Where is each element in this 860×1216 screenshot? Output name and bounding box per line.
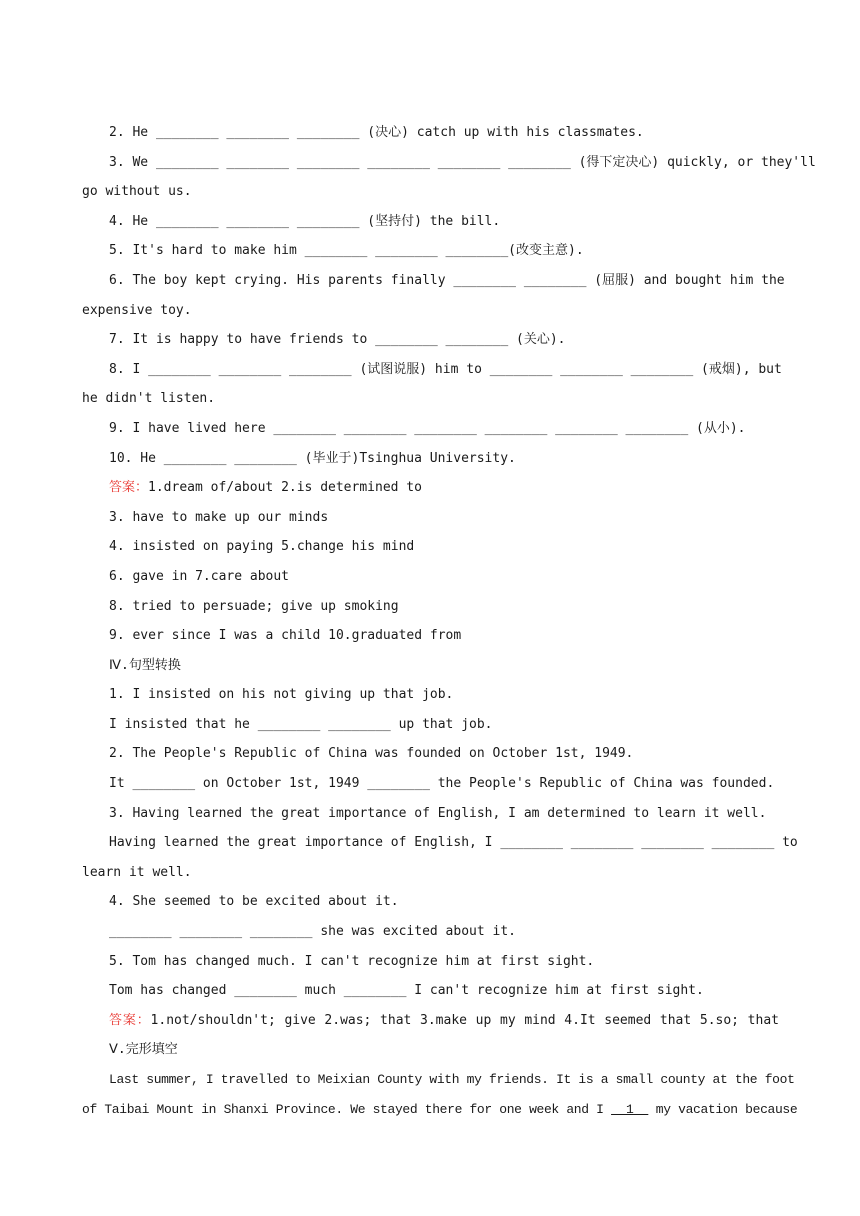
passage-line (82, 1095, 798, 1125)
passage-text: my vacation because (655, 1101, 798, 1117)
exercise-line: 5. Tom has changed much. I can't recognize him at first sight. (109, 953, 595, 969)
answer-line: 3. have to make up our minds (109, 509, 329, 525)
exercise-line: he didn't listen. (82, 391, 216, 407)
answer-line: 6. gave in 7.care about (109, 568, 290, 584)
answer-label: 答案： (109, 1012, 151, 1028)
exercise-line: 10. He ________ ________ (毕业于)Tsinghua University. (109, 450, 516, 466)
exercise-line: 3. We ________ ________ ________ ________ ________ ________ (得下定决心) quickly, or they'll (109, 154, 816, 170)
exercise-line: 1. I insisted on his not giving up that job. (109, 687, 454, 703)
answer-line: 4. insisted on paying 5.change his mind (109, 539, 415, 555)
exercise-line: 3. Having learned the great importance of English, I am determined to learn it well. (109, 805, 767, 821)
exercise-line: learn it well. (82, 864, 192, 880)
answer-text: 1.dream of/about 2.is determined to (148, 480, 422, 496)
exercise-line: I insisted that he ________ ________ up that job. (109, 716, 493, 732)
exercise-line: ________ ________ ________ she was excited about it. (109, 924, 516, 940)
answer-line (82, 1006, 779, 1036)
exercise-line: go without us. (82, 184, 192, 200)
exercise-line: 6. The boy kept crying. His parents finally ________ ________ (屈服) and bought him the (109, 272, 785, 288)
answer-text: 1.not/shouldn't; give 2.was; that 3.make up my mind 4.It seemed that 5.so; that (150, 1012, 779, 1028)
exercise-line: 5. It's hard to make him ________ ________ ________(改变主意). (109, 243, 584, 259)
cloze-blank: 1 (611, 1101, 649, 1117)
passage-line: Last summer, I travelled to Meixian County with my friends. It is a small county at the foot (109, 1072, 795, 1087)
exercise-line: It ________ on October 1st, 1949 ________ the People's Republic of China was founded. (109, 776, 775, 792)
answer-line: 9. ever since I was a child 10.graduated from (109, 628, 462, 644)
exercise-line: 4. She seemed to be excited about it. (109, 894, 399, 910)
exercise-line: 2. The People's Republic of China was founded on October 1st, 1949. (109, 746, 634, 762)
answer-line: 8. tried to persuade; give up smoking (109, 598, 399, 614)
answer-label: 答案： (109, 480, 149, 496)
exercise-line: 2. He ________ ________ ________ (决心) catch up with his classmates. (109, 125, 644, 140)
exercise-line: 9. I have lived here ________ ________ ________ ________ ________ ________ (从小). (109, 420, 746, 436)
exercise-line: 7. It is happy to have friends to ________ ________ (关心). (109, 332, 566, 348)
answer-line (82, 473, 779, 503)
section-heading: Ⅳ.句型转换 (109, 657, 181, 673)
exercise-line: expensive toy. (82, 302, 192, 318)
exercise-line: 8. I ________ ________ ________ (试图说服) him to ________ ________ ________ (戒烟), but (109, 361, 782, 377)
document-body (82, 118, 816, 1124)
passage-text: of Taibai Mount in Shanxi Province. We stayed there for one week and I (82, 1101, 604, 1117)
exercise-line: Having learned the great importance of English, I ________ ________ ________ ________ to (109, 835, 798, 851)
exercise-line: Tom has changed ________ much ________ I can't recognize him at first sight. (109, 983, 704, 999)
section-heading: Ⅴ.完形填空 (109, 1042, 178, 1058)
exercise-line: 4. He ________ ________ ________ (坚持付) the bill. (109, 213, 501, 229)
